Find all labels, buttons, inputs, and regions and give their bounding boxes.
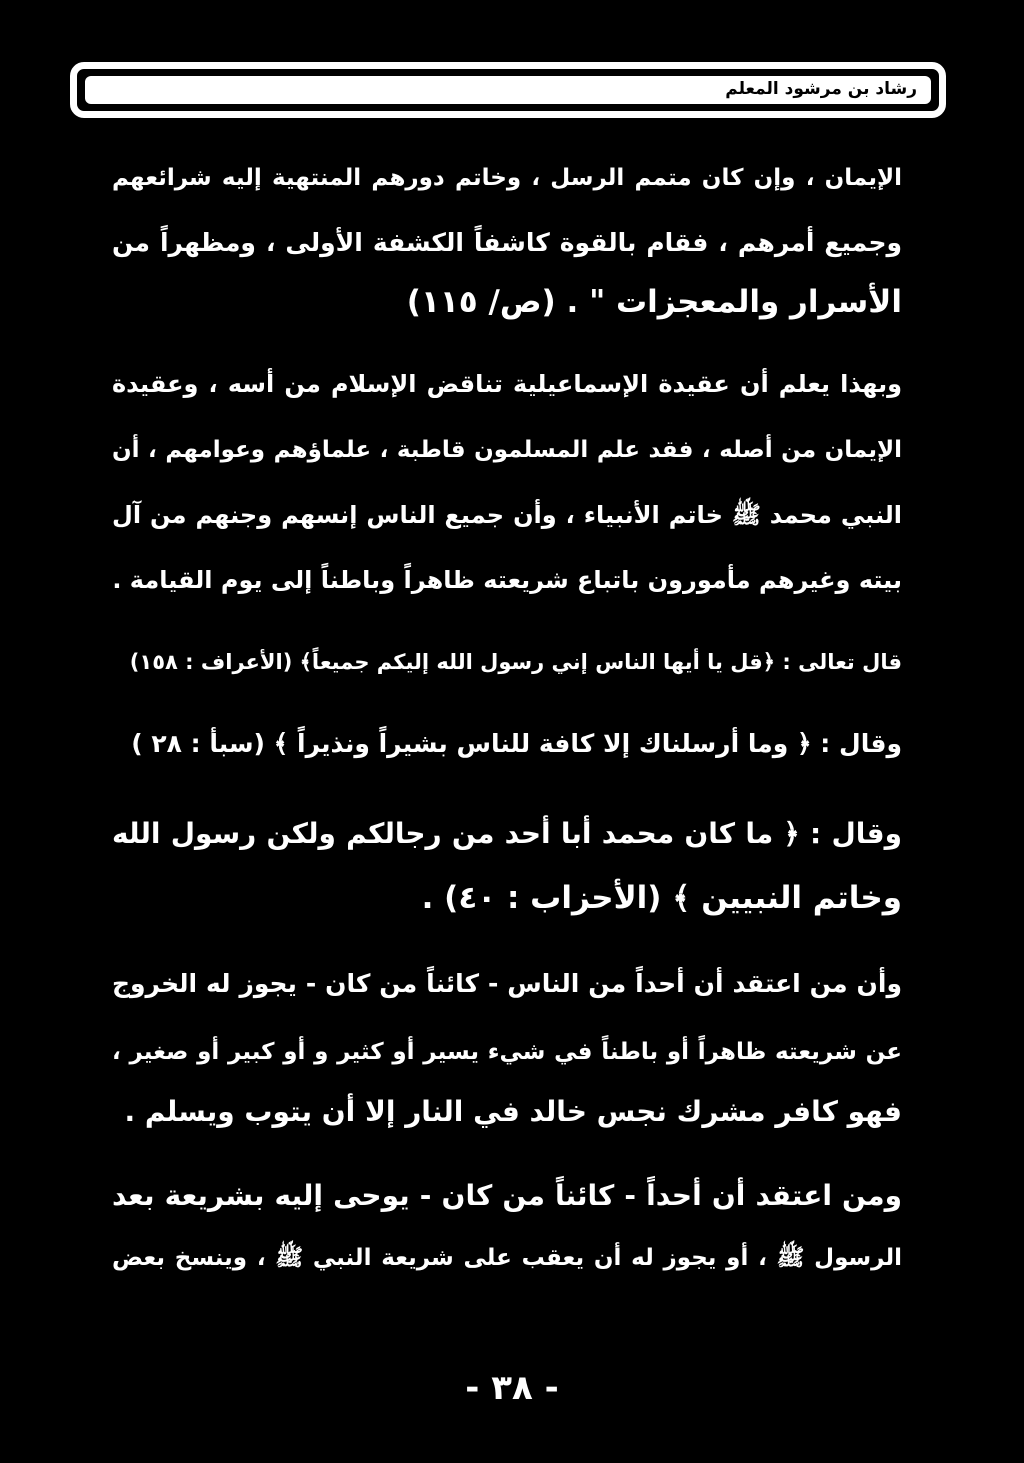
text-line: وجميع أمرهم ، فقام بالقوة كاشفاً الكشفة الأولى ، ومظهراً من [112,228,902,257]
text-line: عن شريعته ظاهراً أو باطناً في شيء يسير أو كثير و أو كبير أو صغير ، [112,1039,902,1065]
text-line: الرسول ﷺ ، أو يجوز له أن يعقب على شريعة النبي ﷺ ، وينسخ بعض [112,1245,902,1271]
running-header [70,62,946,118]
text-line: وأن من اعتقد أن أحداً من الناس - كائناً من كان - يجوز له الخروج [112,969,902,998]
page-number: - ٣٨ - [465,1368,559,1408]
quran-quote-line: قال تعالى : ﴿قل يا أيها الناس إني رسول الله إليكم جميعاً﴾ (الأعراف : ١٥٨) [129,650,902,674]
text-line: الإيمان من أصله ، فقد علم المسلمون قاطبة ، علماؤهم وعوامهم ، أن [112,437,902,463]
running-header-title: رشاد بن مرشود المعلم [725,79,917,99]
quran-quote-line: وخاتم النبيين ﴾ (الأحزاب : ٤٠) . [421,880,902,916]
text-line: فهو كافر مشرك نجس خالد في النار إلا أن يتوب ويسلم . [124,1095,902,1128]
text-line: وبهذا يعلم أن عقيدة الإسماعيلية تناقض الإسلام من أسه ، وعقيدة [112,370,902,398]
text-line: ومن اعتقد أن أحداً - كائناً من كان - يوحى إليه بشريعة بعد [112,1179,902,1212]
running-header-band [85,76,931,104]
quran-quote-line: وقال : ﴿ وما أرسلناك إلا كافة للناس بشيراً ونذيراً ﴾ (سبأ : ٢٨ ) [131,729,902,758]
text-line: الأسرار والمعجزات " . (ص/ ١١٥) [406,284,902,320]
text-line: الإيمان ، وإن كان متمم الرسل ، وخاتم دورهم المنتهية إليه شرائعهم [112,165,902,191]
text-line: النبي محمد ﷺ خاتم الأنبياء ، وأن جميع الناس إنسهم وجنهم من آل [112,501,902,529]
text-line: بيته وغيرهم مأمورون باتباع شريعته ظاهراً وباطناً إلى يوم القيامة . [112,566,902,594]
quran-quote-line: وقال : ﴿ ما كان محمد أبا أحد من رجالكم ولكن رسول الله [112,817,902,850]
